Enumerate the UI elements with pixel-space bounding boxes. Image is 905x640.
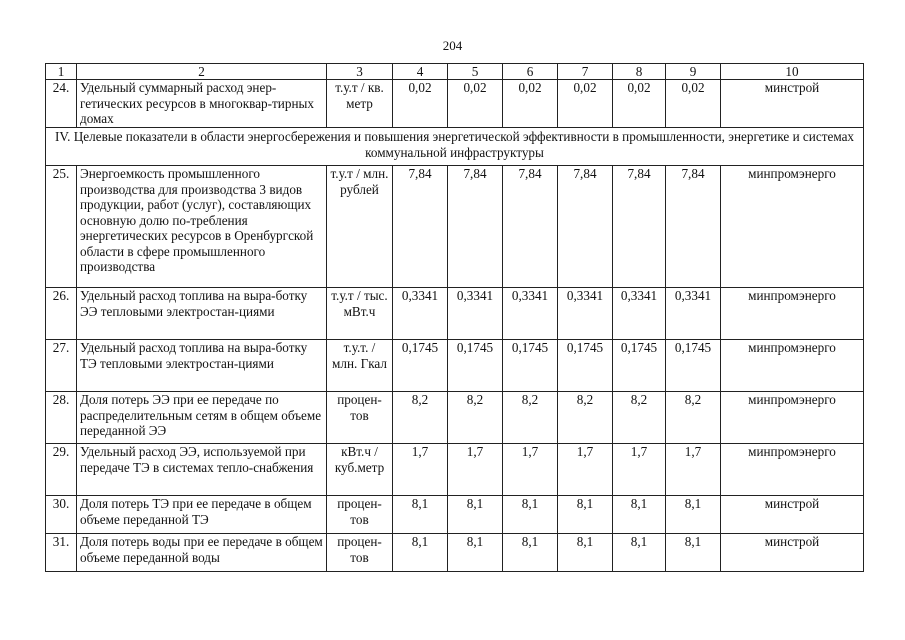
responsible-org: минстрой [721, 80, 864, 128]
indicator-name: Удельный расход топлива на выра-ботку ТЭ тепловыми электростан-циями [77, 340, 327, 392]
indicator-name: Энергоемкость промышленного производства для производства 3 видов продукции, работ (услуг), составляющих основную долю по-требления энергетических ресурсов в Оренбургской области в сфере промышленного производства [77, 166, 327, 288]
column-header: 5 [448, 64, 503, 80]
value-cell: 0,3341 [448, 288, 503, 340]
value-cell: 8,2 [393, 392, 448, 444]
column-header: 4 [393, 64, 448, 80]
indicators-table [45, 63, 864, 572]
responsible-org: минпромэнерго [721, 392, 864, 444]
row-number: 24. [46, 80, 77, 128]
value-cell: 0,02 [666, 80, 721, 128]
value-cell: 8,1 [613, 534, 666, 572]
value-cell: 8,1 [503, 534, 558, 572]
value-cell: 7,84 [448, 166, 503, 288]
column-header: 7 [558, 64, 613, 80]
row-number: 28. [46, 392, 77, 444]
value-cell: 8,1 [448, 534, 503, 572]
unit-cell: т.у.т / млн. рублей [327, 166, 393, 288]
responsible-org: минстрой [721, 496, 864, 534]
value-cell: 1,7 [393, 444, 448, 496]
value-cell: 0,3341 [393, 288, 448, 340]
value-cell: 8,2 [448, 392, 503, 444]
unit-cell: т.у.т / тыс. мВт.ч [327, 288, 393, 340]
responsible-org: минпромэнерго [721, 444, 864, 496]
value-cell: 8,1 [613, 496, 666, 534]
value-cell: 8,1 [503, 496, 558, 534]
value-cell: 8,1 [558, 534, 613, 572]
value-cell: 8,1 [666, 534, 721, 572]
value-cell: 8,1 [393, 496, 448, 534]
value-cell: 0,1745 [666, 340, 721, 392]
indicator-name: Удельный суммарный расход энер-гетических ресурсов в многоквар-тирных домах [77, 80, 327, 128]
table-row [46, 340, 864, 392]
value-cell: 0,3341 [503, 288, 558, 340]
indicator-name: Доля потерь ТЭ при ее передаче в общем объеме переданной ТЭ [77, 496, 327, 534]
table-row [46, 534, 864, 572]
value-cell: 7,84 [666, 166, 721, 288]
page-number: 204 [442, 38, 463, 53]
value-cell: 8,2 [666, 392, 721, 444]
value-cell: 0,3341 [666, 288, 721, 340]
value-cell: 8,1 [666, 496, 721, 534]
value-cell: 1,7 [613, 444, 666, 496]
responsible-org: минпромэнерго [721, 288, 864, 340]
table-row [46, 444, 864, 496]
value-cell: 0,1745 [393, 340, 448, 392]
value-cell: 0,3341 [558, 288, 613, 340]
value-cell: 7,84 [503, 166, 558, 288]
value-cell: 0,3341 [613, 288, 666, 340]
row-number: 27. [46, 340, 77, 392]
responsible-org: минпромэнерго [721, 340, 864, 392]
value-cell: 0,02 [503, 80, 558, 128]
indicator-name: Доля потерь ЭЭ при ее передаче по распределительным сетям в общем объеме переданной ЭЭ [77, 392, 327, 444]
indicator-name: Удельный расход ЭЭ, используемой при передаче ТЭ в системах тепло-снабжения [77, 444, 327, 496]
unit-cell: процен-тов [327, 496, 393, 534]
column-header: 8 [613, 64, 666, 80]
unit-cell: т.у.т / кв. метр [327, 80, 393, 128]
row-number: 26. [46, 288, 77, 340]
unit-cell: кВт.ч / куб.метр [327, 444, 393, 496]
unit-cell: т.у.т. / млн. Гкал [327, 340, 393, 392]
table-row [46, 392, 864, 444]
value-cell: 7,84 [393, 166, 448, 288]
column-header: 10 [721, 64, 864, 80]
row-number: 30. [46, 496, 77, 534]
value-cell: 0,02 [448, 80, 503, 128]
value-cell: 8,2 [613, 392, 666, 444]
table-row [46, 80, 864, 128]
value-cell: 7,84 [613, 166, 666, 288]
row-number: 29. [46, 444, 77, 496]
value-cell: 0,1745 [448, 340, 503, 392]
value-cell: 8,1 [393, 534, 448, 572]
value-cell: 1,7 [448, 444, 503, 496]
value-cell: 1,7 [558, 444, 613, 496]
value-cell: 0,02 [558, 80, 613, 128]
value-cell: 7,84 [558, 166, 613, 288]
section-title: IV. Целевые показатели в области энергосбережения и повышения энергетической эффективности в промышленности, энергетике и системах коммунальной инфраструктуры [46, 128, 864, 166]
column-header: 2 [77, 64, 327, 80]
value-cell: 0,1745 [503, 340, 558, 392]
column-header: 9 [666, 64, 721, 80]
value-cell: 0,02 [613, 80, 666, 128]
column-header: 1 [46, 64, 77, 80]
table-row [46, 166, 864, 288]
row-number: 25. [46, 166, 77, 288]
unit-cell: процен-тов [327, 392, 393, 444]
column-header: 6 [503, 64, 558, 80]
value-cell: 8,2 [503, 392, 558, 444]
value-cell: 8,1 [448, 496, 503, 534]
value-cell: 8,2 [558, 392, 613, 444]
table-row [46, 288, 864, 340]
responsible-org: минстрой [721, 534, 864, 572]
value-cell: 0,1745 [613, 340, 666, 392]
responsible-org: минпромэнерго [721, 166, 864, 288]
row-number: 31. [46, 534, 77, 572]
unit-cell: процен-тов [327, 534, 393, 572]
column-header: 3 [327, 64, 393, 80]
indicator-name: Удельный расход топлива на выра-ботку ЭЭ тепловыми электростан-циями [77, 288, 327, 340]
section-heading-row [46, 128, 864, 166]
value-cell: 0,1745 [558, 340, 613, 392]
value-cell: 8,1 [558, 496, 613, 534]
indicator-name: Доля потерь воды при ее передаче в общем объеме переданной воды [77, 534, 327, 572]
table-row [46, 496, 864, 534]
table-header-row [46, 64, 864, 80]
value-cell: 1,7 [666, 444, 721, 496]
value-cell: 1,7 [503, 444, 558, 496]
value-cell: 0,02 [393, 80, 448, 128]
